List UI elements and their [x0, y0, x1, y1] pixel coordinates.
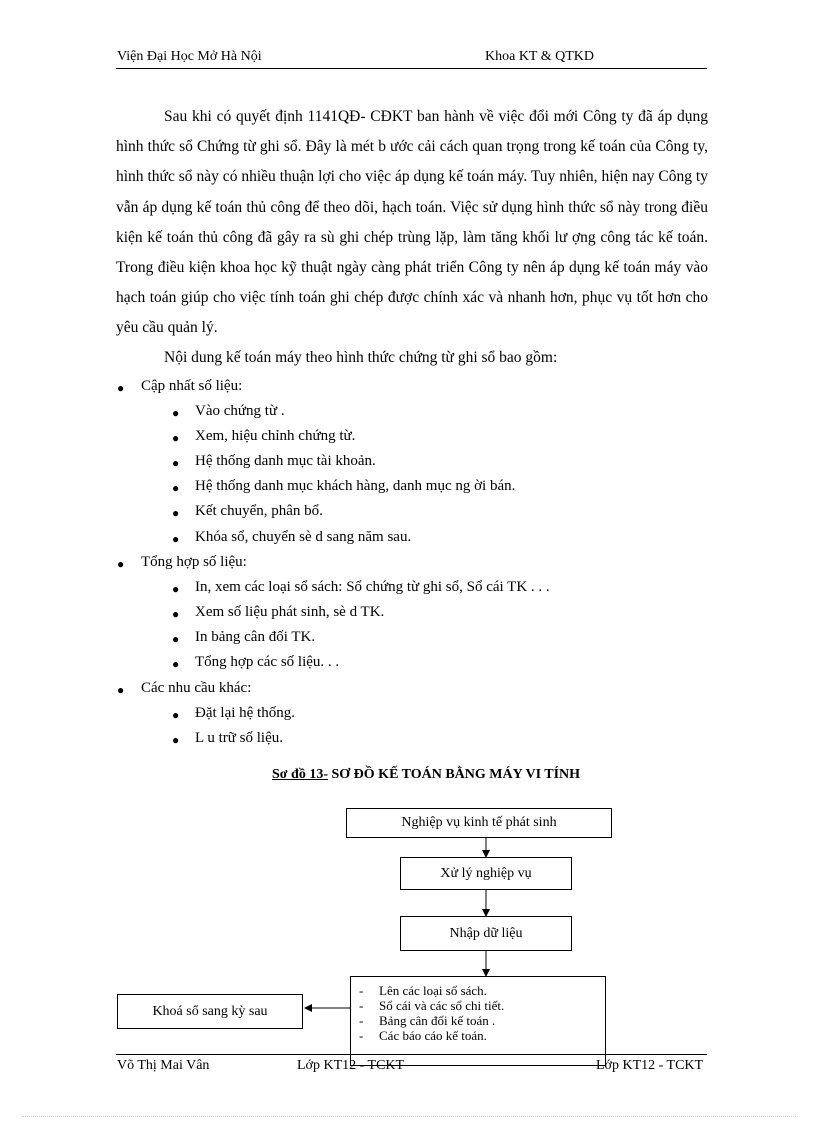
- report-item: - Lên các loại sổ sách.: [359, 983, 487, 998]
- header-faculty: Khoa KT & QTKD: [485, 49, 595, 64]
- bullet-icon: ●: [172, 657, 180, 671]
- footer-class-center: Lớp KT12 - TCKT: [297, 1058, 405, 1073]
- bullet-icon: ●: [172, 733, 180, 747]
- bullet-icon: ●: [172, 582, 180, 596]
- box-economic-transactions: Nghiệp vụ kinh tế phát sinh: [346, 808, 612, 838]
- group-label-other: Các nhu cầu khác:: [141, 680, 252, 696]
- bullet-icon: ●: [172, 708, 180, 722]
- bullet-icon: ●: [117, 381, 125, 395]
- bullet-icon: ●: [172, 632, 180, 646]
- list-item: Đặt lại hệ thống.: [195, 705, 295, 721]
- content-intro-text: Nội dung kế toán máy theo hình thức chứng từ ghi sổ bao gồm:: [164, 349, 558, 366]
- header-institute: Viện Đại Học Mở Hà Nội: [117, 49, 262, 64]
- list-item: Hệ thống danh mục khách hàng, danh mục ng ời bán.: [195, 478, 516, 494]
- box-close-period: Khoá sổ sang kỳ sau: [117, 994, 303, 1029]
- page-edge-dots: [22, 1116, 796, 1117]
- bullet-icon: ●: [172, 532, 180, 546]
- footer-class-right: Lớp KT12 - TCKT: [596, 1058, 704, 1073]
- list-item: Kết chuyển, phân bổ.: [195, 503, 323, 519]
- box-reports: [350, 976, 606, 1066]
- report-item: - Sổ cái và các sổ chi tiết.: [359, 998, 505, 1013]
- diagram-heading: SƠ ĐỒ KẾ TOÁN BẰNG MÁY VI TÍNH: [328, 767, 581, 782]
- report-item: - Các báo cáo kế toán.: [359, 1028, 487, 1043]
- bullet-icon: ●: [172, 431, 180, 445]
- list-item: Tổng hợp các số liệu. . .: [195, 654, 340, 670]
- list-item: Xem, hiệu chỉnh chứng từ.: [195, 428, 356, 444]
- list-item: L u trữ số liệu.: [195, 730, 283, 746]
- list-item: Vào chứng từ .: [195, 403, 285, 419]
- footer-author: Võ Thị Mai Vân: [117, 1058, 210, 1073]
- bullet-icon: ●: [172, 607, 180, 621]
- box-data-entry: Nhập dữ liệu: [400, 916, 572, 951]
- list-item: Xem số liệu phát sinh, sè d TK.: [195, 604, 385, 620]
- bullet-icon: ●: [172, 481, 180, 495]
- report-item: - Bảng cân đối kế toán .: [359, 1013, 496, 1028]
- bullet-icon: ●: [172, 456, 180, 470]
- group-label-update: Cập nhất số liệu:: [141, 378, 243, 394]
- list-item: In, xem các loại sổ sách: Sổ chứng từ ghi sổ, Sổ cái TK . . .: [195, 579, 550, 595]
- list-item: In bảng cân đối TK.: [195, 629, 316, 645]
- list-item: Hệ thống danh mục tài khoản.: [195, 453, 376, 469]
- group-label-summary: Tổng hợp số liệu:: [141, 554, 247, 570]
- diagram-number: Sơ đồ 13-: [272, 767, 328, 782]
- bullet-icon: ●: [172, 506, 180, 520]
- footer-rule: [116, 1054, 707, 1055]
- intro-text: Sau khi có quyết định 1141QĐ- CĐKT ban hành về việc đổi mới Công ty đã áp dụng hình thức sổ Chứng từ ghi sổ. Đây là mét b ước cải cách quan trọng trong kế toán của Công ty, hình thức sổ này có nhiều thuận lợi cho việc áp dụng kế toán máy. Tuy nhiên, hiện nay Công ty vẫn áp dụng kế toán thủ công để theo dõi, hạch toán. Việc sử dụng hình thức sổ này trong điều kiện kế toán thủ công đã gây ra sù ghi chép trùng lặp, làm tăng khối lư ợng công tác kế toán. Trong điều kiện khoa học kỹ thuật ngày càng phát triển Công ty nên áp dụng kế toán máy vào hạch toán giúp cho việc tính toán ghi chép được chính xác và nhanh hơn, phục vụ tốt hơn cho yêu cầu quản lý.: [116, 108, 708, 337]
- bullet-icon: ●: [117, 557, 125, 571]
- box-process-transactions: Xử lý nghiệp vụ: [400, 857, 572, 890]
- bullet-icon: ●: [117, 683, 125, 697]
- list-item: Khóa sổ, chuyển sè d sang năm sau.: [195, 529, 412, 545]
- bullet-icon: ●: [172, 406, 180, 420]
